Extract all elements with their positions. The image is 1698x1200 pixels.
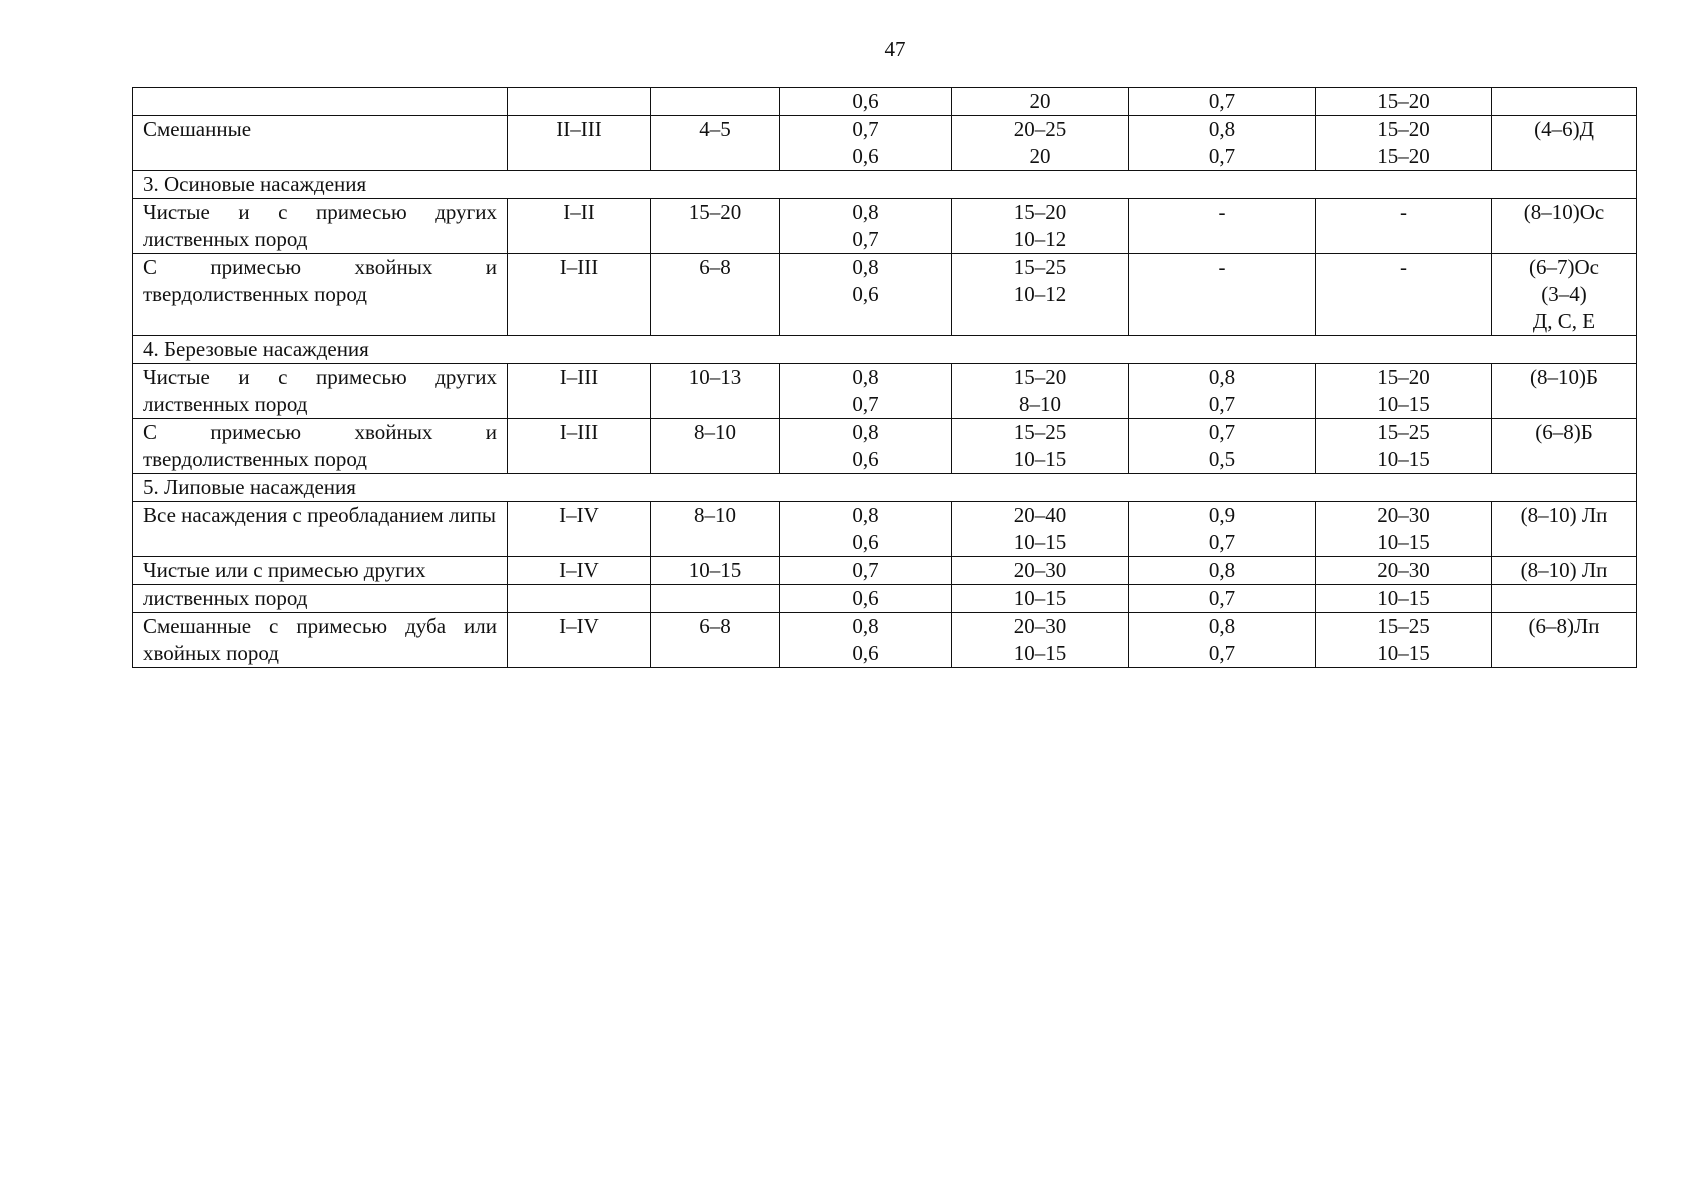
cell-stock-secondary-line: 15–25 xyxy=(1377,420,1430,444)
cell-stand-type xyxy=(133,419,508,474)
cell-density-line: 0,7 xyxy=(852,558,879,582)
cell-target-composition-line: (4–6)Д xyxy=(1534,117,1594,141)
cell-density xyxy=(780,199,952,254)
cell-ratio-text: 15–20 xyxy=(688,200,742,224)
cell-stock-line: 10–15 xyxy=(1013,641,1067,665)
cell-stand-type-text: Смешанные с примесью дуба или хвойных пород xyxy=(143,614,497,665)
cell-stock-secondary-line: 10–15 xyxy=(1377,530,1430,554)
cell-density-line: 0,8 xyxy=(852,503,879,527)
cell-stock-secondary xyxy=(1316,364,1492,419)
cell-stock-line: 10–12 xyxy=(1013,227,1067,251)
table-row xyxy=(133,88,1637,116)
cell-density-line: 0,6 xyxy=(852,282,879,306)
cell-stand-type xyxy=(133,116,508,171)
cell-target-composition-line: (6–7)Ос xyxy=(1529,255,1599,279)
cell-density xyxy=(780,364,952,419)
cell-density-secondary-line: 0,7 xyxy=(1208,530,1236,554)
cell-stock xyxy=(952,585,1129,613)
cell-stock xyxy=(952,613,1129,668)
cell-stock-line: 20 xyxy=(1029,89,1051,113)
cell-stock-secondary xyxy=(1316,254,1492,336)
cell-density-line: 0,7 xyxy=(852,392,879,416)
cell-stand-type-text: Чистые или с примесью других xyxy=(143,558,426,582)
cell-ratio xyxy=(651,585,780,613)
cell-stock-line: 15–25 xyxy=(1013,420,1067,444)
cell-density xyxy=(780,88,952,116)
cell-target-composition xyxy=(1492,502,1637,557)
cell-stock-line: 10–15 xyxy=(1013,447,1067,471)
cell-stock-line: 15–20 xyxy=(1013,200,1067,224)
cell-target-composition xyxy=(1492,613,1637,668)
table-row xyxy=(133,502,1637,557)
cell-stock-secondary xyxy=(1316,116,1492,171)
cell-age-class xyxy=(508,613,651,668)
cell-stock-line: 8–10 xyxy=(1019,392,1061,416)
cell-target-composition xyxy=(1492,419,1637,474)
cell-age-class xyxy=(508,419,651,474)
cell-density xyxy=(780,502,952,557)
cell-stock-line: 10–15 xyxy=(1013,586,1067,610)
cell-density xyxy=(780,557,952,585)
section-header-row xyxy=(133,474,1637,502)
cell-stand-type-text: Смешанные xyxy=(143,117,252,141)
cell-age-class-text: I–IV xyxy=(559,558,599,582)
cell-target-composition-line: (6–8)Б xyxy=(1535,420,1593,444)
cell-target-composition-line: (8–10)Ос xyxy=(1523,200,1605,224)
section-title: 3. Осиновые насаждения xyxy=(133,171,1637,199)
cell-density-secondary-line: 0,8 xyxy=(1208,614,1236,638)
cell-density xyxy=(780,613,952,668)
cell-density-secondary xyxy=(1129,557,1316,585)
page-number: 47 xyxy=(884,37,906,61)
cell-target-composition-line: Д, С, Е xyxy=(1532,309,1596,333)
cell-stock-secondary-line: 15–20 xyxy=(1377,117,1430,141)
cell-stock-line: 15–25 xyxy=(1013,255,1067,279)
cell-density-line: 0,8 xyxy=(852,614,879,638)
cell-target-composition xyxy=(1492,254,1637,336)
cell-density-secondary xyxy=(1129,199,1316,254)
cell-density-line: 0,8 xyxy=(852,255,879,279)
cell-target-composition xyxy=(1492,88,1637,116)
table-row xyxy=(133,419,1637,474)
cell-stand-type xyxy=(133,364,508,419)
cell-density xyxy=(780,254,952,336)
cell-stand-type-text: Чистые и с примесью других лиственных пород xyxy=(143,365,497,416)
cell-stand-type-text: С примесью хвойных и твердолиственных пород xyxy=(143,420,497,471)
cell-age-class-text: II–III xyxy=(556,117,602,141)
cell-density-secondary xyxy=(1129,116,1316,171)
cell-density-secondary-line: - xyxy=(1218,255,1226,279)
cell-ratio xyxy=(651,613,780,668)
cell-ratio-text: 4–5 xyxy=(699,117,731,141)
cell-stand-type xyxy=(133,557,508,585)
cell-density-secondary-line: 0,7 xyxy=(1208,641,1236,665)
cell-target-composition xyxy=(1492,116,1637,171)
cell-stand-type xyxy=(133,613,508,668)
cell-density-line: 0,8 xyxy=(852,420,879,444)
cell-density xyxy=(780,585,952,613)
cell-stock xyxy=(952,88,1129,116)
section-header-row xyxy=(133,171,1637,199)
cell-age-class-text: I–III xyxy=(559,255,599,279)
cell-stock-secondary-line: 15–20 xyxy=(1377,144,1430,168)
cell-stock-secondary xyxy=(1316,199,1492,254)
forest-stand-table xyxy=(132,87,1637,668)
cell-density-secondary xyxy=(1129,585,1316,613)
cell-target-composition xyxy=(1492,557,1637,585)
cell-target-composition-line xyxy=(1502,88,1626,115)
cell-target-composition-line: (8–10)Б xyxy=(1529,365,1599,389)
cell-stock-line: 20–25 xyxy=(1013,117,1067,141)
cell-stock xyxy=(952,116,1129,171)
table-row xyxy=(133,557,1637,585)
cell-stock-secondary-line: 10–15 xyxy=(1377,641,1430,665)
cell-stock-secondary xyxy=(1316,557,1492,585)
cell-stock-line: 10–12 xyxy=(1013,282,1067,306)
cell-stock-secondary-line: 15–20 xyxy=(1377,89,1430,113)
cell-stand-type xyxy=(133,199,508,254)
cell-stock-secondary-line: - xyxy=(1400,200,1407,224)
table-row xyxy=(133,254,1637,336)
cell-ratio xyxy=(651,557,780,585)
cell-stock-secondary-line: 15–20 xyxy=(1377,365,1430,389)
cell-ratio xyxy=(651,419,780,474)
table-row xyxy=(133,116,1637,171)
cell-target-composition xyxy=(1492,585,1637,613)
cell-ratio-text: 8–10 xyxy=(694,420,736,444)
cell-age-class xyxy=(508,116,651,171)
cell-density-secondary xyxy=(1129,364,1316,419)
cell-ratio xyxy=(651,199,780,254)
cell-density-line: 0,7 xyxy=(852,227,879,251)
cell-stock-line: 20 xyxy=(1029,144,1051,168)
cell-target-composition-line: (6–8)Лп xyxy=(1528,614,1600,638)
cell-stock-secondary-line: - xyxy=(1400,255,1407,279)
cell-age-class xyxy=(508,585,651,613)
cell-density xyxy=(780,419,952,474)
cell-stock-line: 15–20 xyxy=(1013,365,1067,389)
cell-stock-secondary-line: 10–15 xyxy=(1377,392,1430,416)
cell-stand-type-text: лиственных пород xyxy=(143,586,308,610)
cell-density xyxy=(780,116,952,171)
table-row xyxy=(133,585,1637,613)
cell-age-class xyxy=(508,254,651,336)
cell-ratio xyxy=(651,254,780,336)
cell-age-class xyxy=(508,364,651,419)
cell-stock xyxy=(952,419,1129,474)
table-row xyxy=(133,364,1637,419)
cell-target-composition-line xyxy=(1502,585,1626,612)
cell-stock-secondary xyxy=(1316,419,1492,474)
section-title: 5. Липовые насаждения xyxy=(133,474,1637,502)
cell-stand-type-text: Чистые и с примесью других лиственных пород xyxy=(143,200,497,251)
cell-density-secondary xyxy=(1129,88,1316,116)
section-header-row xyxy=(133,336,1637,364)
cell-density-line: 0,8 xyxy=(852,200,879,224)
cell-stock-secondary-line: 10–15 xyxy=(1377,586,1430,610)
cell-age-class xyxy=(508,88,651,116)
cell-stand-type xyxy=(133,254,508,336)
cell-stock xyxy=(952,364,1129,419)
cell-density-line: 0,6 xyxy=(852,89,879,113)
cell-age-class-text xyxy=(518,88,640,115)
cell-stock-secondary xyxy=(1316,502,1492,557)
cell-density-line: 0,6 xyxy=(852,447,879,471)
cell-ratio-text: 8–10 xyxy=(694,503,736,527)
cell-age-class-text: I–III xyxy=(559,420,599,444)
cell-density-line: 0,6 xyxy=(852,641,879,665)
cell-density-secondary xyxy=(1129,613,1316,668)
cell-age-class-text xyxy=(518,585,640,612)
table-row xyxy=(133,199,1637,254)
cell-stock-line: 10–15 xyxy=(1013,530,1067,554)
cell-stand-type-text: Все насаждения с преобладанием липы xyxy=(143,503,497,527)
cell-age-class xyxy=(508,199,651,254)
cell-density-secondary-line: 0,5 xyxy=(1208,447,1236,471)
cell-age-class-text: I–IV xyxy=(559,503,599,527)
cell-target-composition-line: (3–4) xyxy=(1541,282,1587,306)
cell-density-secondary xyxy=(1129,502,1316,557)
cell-density-secondary-line: 0,7 xyxy=(1208,392,1236,416)
cell-density-secondary-line: - xyxy=(1218,200,1226,224)
cell-stock-line: 20–30 xyxy=(1013,614,1067,638)
cell-density-secondary-line: 0,8 xyxy=(1208,117,1236,141)
cell-stock-secondary-line: 15–25 xyxy=(1377,614,1430,638)
cell-age-class-text: I–III xyxy=(559,365,599,389)
cell-stand-type xyxy=(133,88,508,116)
cell-stock xyxy=(952,199,1129,254)
cell-ratio-text: 10–13 xyxy=(688,365,742,389)
cell-stock-secondary xyxy=(1316,613,1492,668)
cell-stock-secondary-line: 20–30 xyxy=(1377,558,1430,582)
cell-ratio-text: 6–8 xyxy=(699,614,731,638)
cell-density-secondary-line: 0,9 xyxy=(1208,503,1236,527)
cell-density-secondary-line: 0,7 xyxy=(1208,586,1236,610)
cell-density-secondary-line: 0,7 xyxy=(1208,144,1236,168)
cell-density-line: 0,8 xyxy=(852,365,879,389)
cell-density-secondary xyxy=(1129,419,1316,474)
cell-stock-secondary xyxy=(1316,585,1492,613)
cell-ratio xyxy=(651,116,780,171)
cell-density-line: 0,7 xyxy=(852,117,879,141)
cell-target-composition-line: (8–10) Лп xyxy=(1520,558,1608,582)
cell-age-class-text: I–IV xyxy=(559,614,599,638)
cell-stand-type xyxy=(133,585,508,613)
cell-target-composition xyxy=(1492,364,1637,419)
cell-stand-type-text: С примесью хвойных и твердолиственных пород xyxy=(143,255,497,306)
cell-density-secondary-line: 0,8 xyxy=(1208,558,1236,582)
cell-density-line: 0,6 xyxy=(852,586,879,610)
cell-ratio-text xyxy=(661,585,769,612)
cell-stock-secondary-line: 10–15 xyxy=(1377,447,1430,471)
cell-target-composition-line: (8–10) Лп xyxy=(1520,503,1608,527)
section-title: 4. Березовые насаждения xyxy=(133,336,1637,364)
table-body xyxy=(133,88,1637,668)
cell-density-secondary-line: 0,7 xyxy=(1208,420,1236,444)
cell-age-class xyxy=(508,557,651,585)
cell-age-class xyxy=(508,502,651,557)
cell-ratio xyxy=(651,364,780,419)
cell-ratio-text: 6–8 xyxy=(699,255,731,279)
cell-density-secondary xyxy=(1129,254,1316,336)
cell-stock xyxy=(952,254,1129,336)
cell-stock xyxy=(952,557,1129,585)
cell-density-line: 0,6 xyxy=(852,144,879,168)
cell-target-composition xyxy=(1492,199,1637,254)
cell-stock-line: 20–30 xyxy=(1013,558,1067,582)
cell-density-secondary-line: 0,7 xyxy=(1208,89,1236,113)
cell-ratio xyxy=(651,502,780,557)
cell-stand-type xyxy=(133,502,508,557)
cell-stock-line: 20–40 xyxy=(1013,503,1067,527)
cell-ratio-text xyxy=(661,88,769,115)
cell-age-class-text: I–II xyxy=(563,200,595,224)
cell-density-secondary-line: 0,8 xyxy=(1208,365,1236,389)
cell-stock-secondary-line: 20–30 xyxy=(1377,503,1430,527)
cell-stock-secondary xyxy=(1316,88,1492,116)
cell-stock xyxy=(952,502,1129,557)
cell-density-line: 0,6 xyxy=(852,530,879,554)
cell-ratio-text: 10–15 xyxy=(688,558,742,582)
cell-ratio xyxy=(651,88,780,116)
table-row xyxy=(133,613,1637,668)
